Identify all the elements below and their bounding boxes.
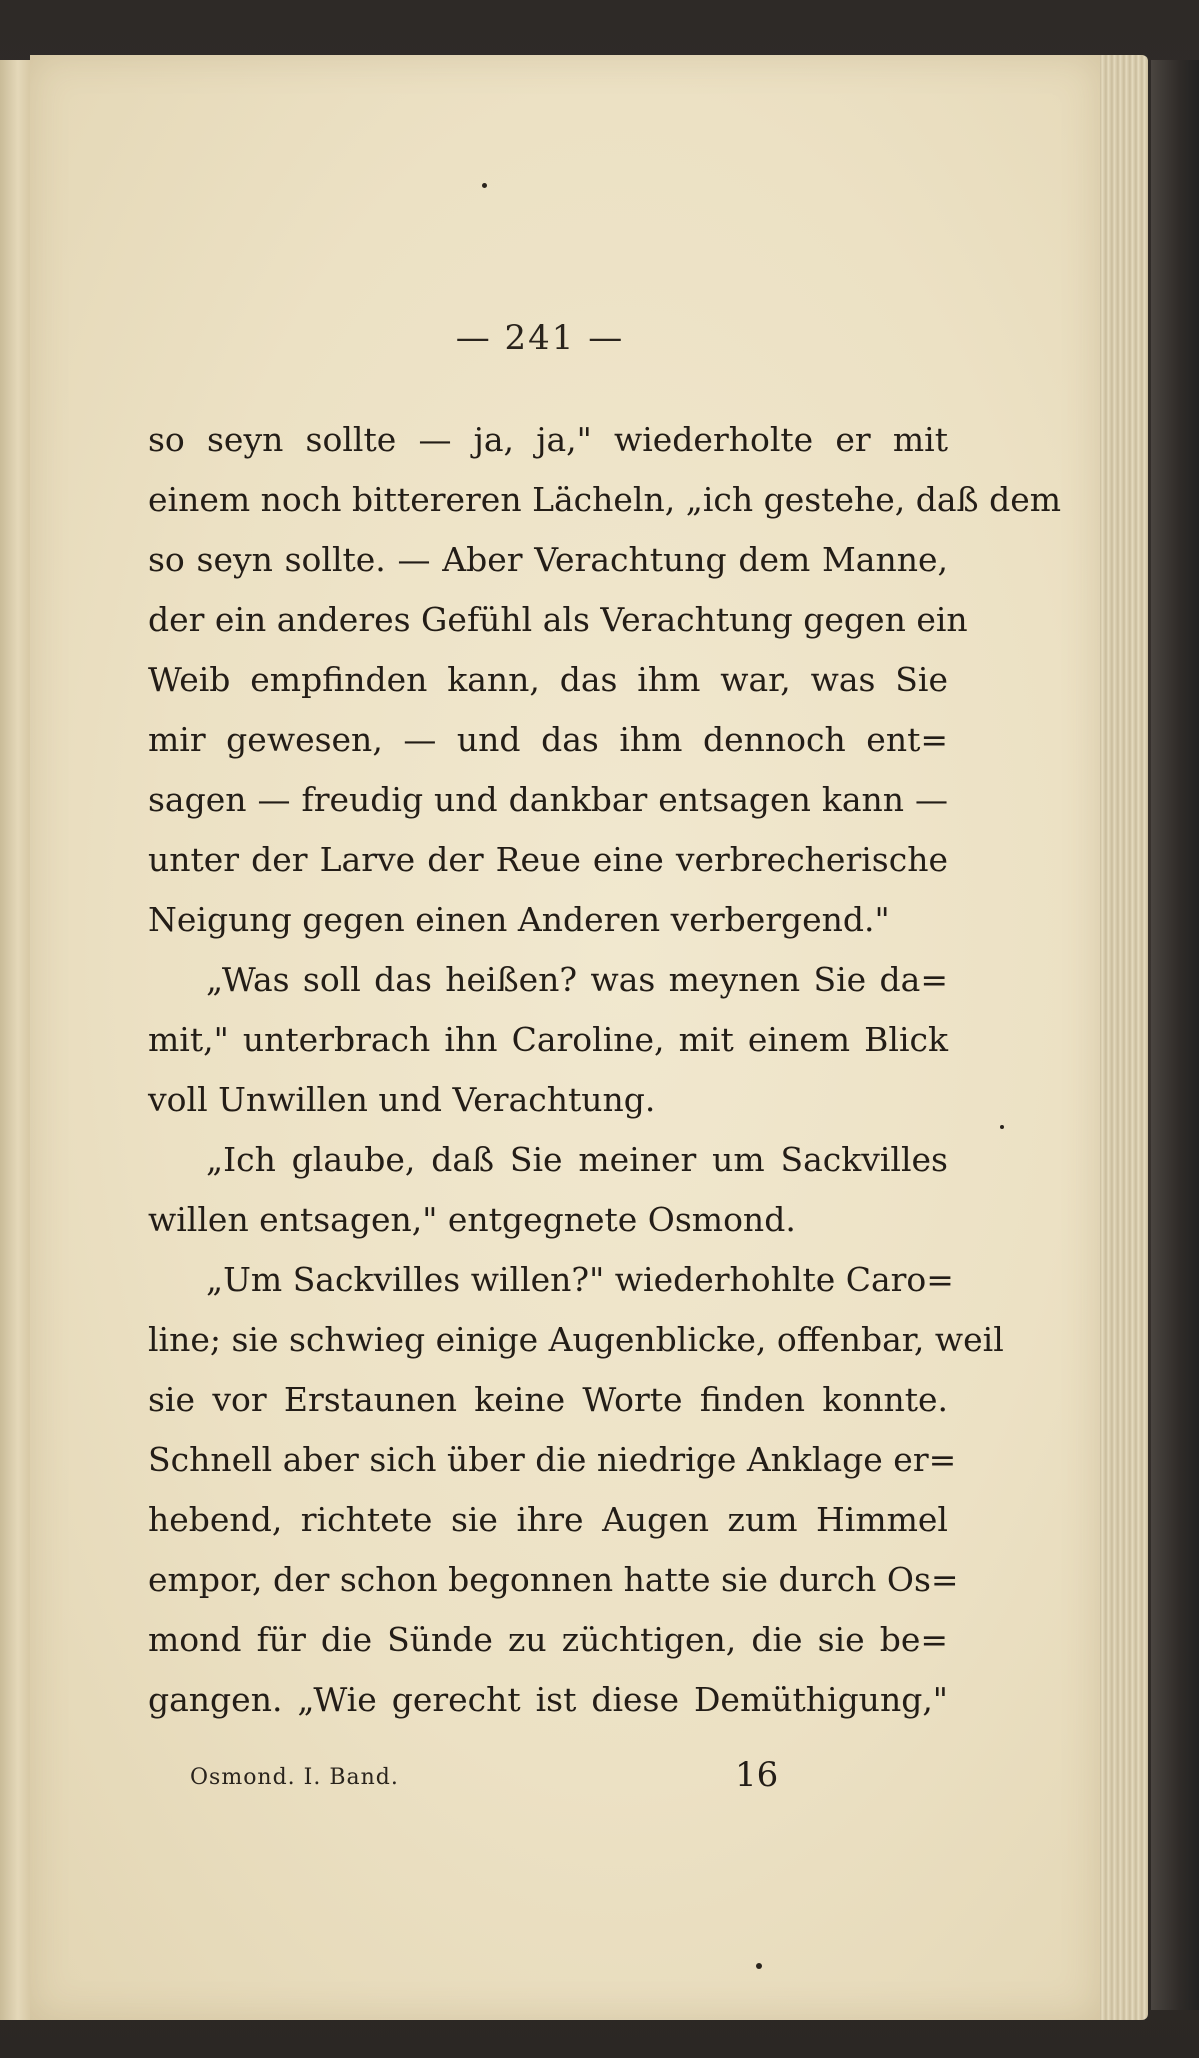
text-line: einem noch bittereren Lächeln, „ich gestehe, daß dem (148, 480, 1062, 519)
ink-speck (1000, 1125, 1004, 1129)
text-line: line; sie schwieg einige Augenblicke, offenbar, weil (148, 1320, 1004, 1359)
text-line: mir gewesen, — und das ihm dennoch ent= (148, 720, 948, 759)
text-line: so seyn sollte — ja, ja," wiederholte er mit (148, 420, 948, 459)
page-footer (190, 1755, 890, 1795)
cover-edge (1151, 60, 1199, 2010)
text-line: so seyn sollte. — Aber Verachtung dem Manne, (148, 540, 948, 579)
signature-mark: Osmond. I. Band. (190, 1765, 399, 1790)
text-line: unter der Larve der Reue eine verbrecherische (148, 840, 948, 879)
text-line: sie vor Erstaunen keine Worte finden konnte. (148, 1380, 948, 1419)
ink-speck (756, 1963, 762, 1969)
text-line: mond für die Sünde zu züchtigen, die sie be= (148, 1620, 948, 1659)
text-line: „Um Sackvilles willen?" wiederhohlte Caro= (206, 1260, 954, 1299)
page-number: — 241 — (455, 318, 625, 358)
previous-page-edge (0, 60, 30, 2020)
ink-speck (482, 183, 487, 188)
page-body (148, 410, 1062, 1730)
text-line: gangen. „Wie gerecht ist diese Demüthigung," (148, 1680, 948, 1719)
text-line: willen entsagen," entgegnete Osmond. (148, 1200, 796, 1239)
text-line: der ein anderes Gefühl als Verachtung gegen ein (148, 600, 968, 639)
text-line: sagen — freudig und dankbar entsagen kann — (148, 780, 948, 819)
text-line: Weib empfinden kann, das ihm war, was Sie (148, 660, 948, 699)
text-line: voll Unwillen und Verachtung. (148, 1080, 656, 1119)
text-line: empor, der schon begonnen hatte sie durch Os= (148, 1560, 959, 1599)
text-line: Neigung gegen einen Anderen verbergend." (148, 900, 890, 939)
text-line: „Was soll das heißen? was meynen Sie da= (206, 960, 948, 999)
text-line: mit," unterbrach ihn Caroline, mit einem Blick (148, 1020, 948, 1059)
text-line: Schnell aber sich über die niedrige Anklage er= (148, 1440, 957, 1479)
book-page (30, 55, 1100, 2020)
text-line: „Ich glaube, daß Sie meiner um Sackvilles (206, 1140, 948, 1179)
signature-number: 16 (735, 1755, 779, 1795)
text-line: hebend, richtete sie ihre Augen zum Himmel (148, 1500, 948, 1539)
